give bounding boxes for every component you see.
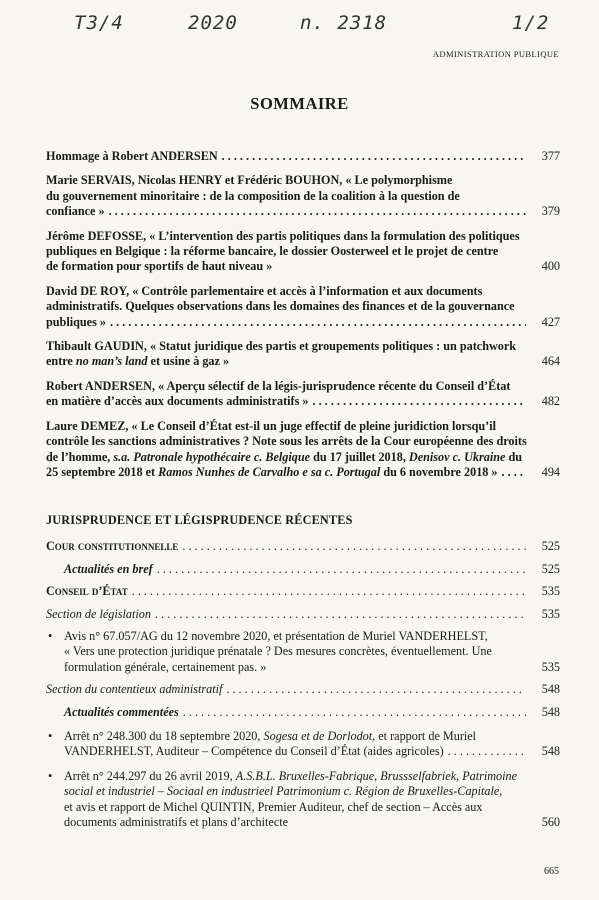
entry-text: VANDERHELST, Auditeur – Compétence du Conseil d’État (aides agricoles) bbox=[64, 744, 444, 759]
entry-text: formulation générale, certainement pas. » bbox=[64, 659, 267, 674]
page-ref: 560 bbox=[541, 815, 560, 830]
articles-list bbox=[46, 149, 560, 480]
entry-text: en matière d’accès aux documents administratifs » bbox=[46, 394, 309, 409]
entry-text: Cour constitutionnelle bbox=[46, 539, 179, 554]
entry-text: Jérôme DEFOSSE, « L’intervention des partis politiques dans la formulation des politiques bbox=[46, 228, 520, 243]
toc-entry-de-roy[interactable] bbox=[46, 284, 560, 330]
entry-text: « Vers une protection juridique prénatale ? Des mesures concrètes, éventuellement. Une bbox=[64, 644, 492, 659]
section-heading: JURISPRUDENCE ET LÉGISPRUDENCE RÉCENTES bbox=[46, 513, 353, 527]
toc-entry-defosse[interactable] bbox=[46, 229, 560, 275]
page-number: 665 bbox=[544, 866, 559, 877]
entry-text: Thibault GAUDIN, « Statut juridique des partis et groupements politiques : un patchwork bbox=[46, 339, 517, 354]
toc-entry-servais[interactable] bbox=[46, 173, 560, 219]
page-ref: 548 bbox=[541, 682, 560, 697]
toc-entry-arret-248300[interactable] bbox=[46, 729, 560, 760]
entry-text: David DE ROY, « Contrôle parlementaire et accès à l’information et aux documents bbox=[46, 283, 483, 298]
toc-entry-andersen-hommage[interactable] bbox=[46, 149, 560, 164]
page-ref: 464 bbox=[541, 354, 560, 369]
page-ref: 535 bbox=[541, 584, 560, 599]
toc-entry-cour-constitutionnelle[interactable] bbox=[46, 539, 560, 554]
entry-text: • Arrêt n° 244.297 du 26 avril 2019, A.S.B.L. Bruxelles-Fabrique, Brussselfabriek, Patrimoine bbox=[64, 768, 518, 783]
entry-text: publiques en Belgique : la réforme bancaire, le dossier Oosterweel et le projet de centre bbox=[46, 244, 499, 259]
entry-text: du gouvernement minoritaire : de la composition de la coalition à la question de bbox=[46, 188, 460, 203]
page-title: SOMMAIRE bbox=[250, 94, 349, 113]
handwritten-year: 2020 bbox=[188, 12, 238, 34]
page-ref: 427 bbox=[541, 314, 560, 329]
running-head: ADMINISTRATION PUBLIQUE bbox=[432, 49, 559, 59]
page-ref: 548 bbox=[541, 744, 560, 759]
page-ref: 535 bbox=[541, 606, 560, 621]
page-ref: 482 bbox=[541, 394, 560, 409]
entry-text: social et industriel – Sociaal en industrieel Patrimonium c. Région de Bruxelles-Capitale, bbox=[64, 784, 503, 799]
toc-entry-andersen-apercu[interactable] bbox=[46, 379, 560, 410]
entry-text: Robert ANDERSEN, « Aperçu sélectif de la légis-jurisprudence récente du Conseil d’État bbox=[46, 378, 511, 393]
entry-text: Section de législation bbox=[46, 606, 151, 621]
entry-text: publiques » bbox=[46, 314, 106, 329]
jurisprudence-section bbox=[46, 513, 560, 831]
toc-entry-conseil-etat[interactable] bbox=[46, 584, 560, 599]
toc-entry-section-legislation[interactable] bbox=[46, 607, 560, 622]
page-ref: 525 bbox=[541, 539, 560, 554]
entry-text: Actualités commentées bbox=[64, 704, 179, 719]
handwritten-code: T3/4 bbox=[74, 12, 124, 34]
entry-text: Hommage à Robert ANDERSEN bbox=[46, 149, 218, 163]
toc-entry-actualites-commentees[interactable] bbox=[46, 705, 560, 720]
page-ref: 548 bbox=[541, 704, 560, 719]
entry-text: et avis et rapport de Michel QUINTIN, Premier Auditeur, chef de section – Accès aux bbox=[64, 799, 483, 814]
entry-text: Marie SERVAIS, Nicolas HENRY et Frédéric BOUHON, « Le polymorphisme bbox=[46, 173, 453, 188]
entry-text: de formation pour sportifs de haut niveau » bbox=[46, 259, 273, 274]
page-ref: 377 bbox=[541, 149, 560, 163]
entry-text: de l’homme, s.a. Patronale hypothécaire c. Belgique du 17 juillet 2018, Denisov c. Ukraine du bbox=[46, 449, 523, 464]
entry-text: Laure DEMEZ, « Le Conseil d’État est-il un juge effectif de pleine juridiction lorsqu’il bbox=[46, 418, 497, 433]
entry-text: confiance » bbox=[46, 204, 105, 219]
page-ref: 400 bbox=[541, 259, 560, 274]
entry-text: administratifs. Quelques observations dans les domaines des finances et de la gouvernance bbox=[46, 299, 515, 314]
toc-entry-actualites-bref[interactable] bbox=[46, 562, 560, 577]
page-ref: 494 bbox=[541, 464, 560, 479]
page-ref: 379 bbox=[541, 204, 560, 219]
entry-text: contrôle les sanctions administratives ? Note sous les arrêts de la Cour européenne des droits bbox=[46, 434, 527, 449]
toc-entry-demez[interactable] bbox=[46, 419, 560, 481]
toc-entry-avis[interactable] bbox=[46, 629, 560, 675]
entry-text: documents administratifs et plans d’architecte bbox=[64, 815, 289, 830]
toc-entry-section-contentieux[interactable] bbox=[46, 682, 560, 697]
entry-text: Section du contentieux administratif bbox=[46, 682, 223, 697]
entry-text: • Avis n° 67.057/AG du 12 novembre 2020, et présentation de Muriel VANDERHELST, bbox=[64, 629, 488, 644]
entry-text: • Arrêt n° 248.300 du 18 septembre 2020, Sogesa et de Dorlodot, et rapport de Muriel bbox=[64, 729, 477, 744]
handwritten-number: n. 2318 bbox=[300, 12, 388, 34]
handwritten-fraction: 1/2 bbox=[512, 12, 550, 34]
entry-text: 25 septembre 2018 et Ramos Nunhes de Carvalho e sa c. Portugal du 6 novembre 2018 » bbox=[46, 464, 498, 479]
page-ref: 525 bbox=[541, 561, 560, 576]
entry-text: Actualités en bref bbox=[64, 561, 153, 576]
page-ref: 535 bbox=[541, 659, 560, 674]
toc-entry-gaudin[interactable] bbox=[46, 339, 560, 370]
entry-text: Conseil d’État bbox=[46, 584, 128, 599]
entry-text: entre no man’s land et usine à gaz » bbox=[46, 354, 230, 369]
toc-entry-arret-244297[interactable] bbox=[46, 769, 560, 831]
